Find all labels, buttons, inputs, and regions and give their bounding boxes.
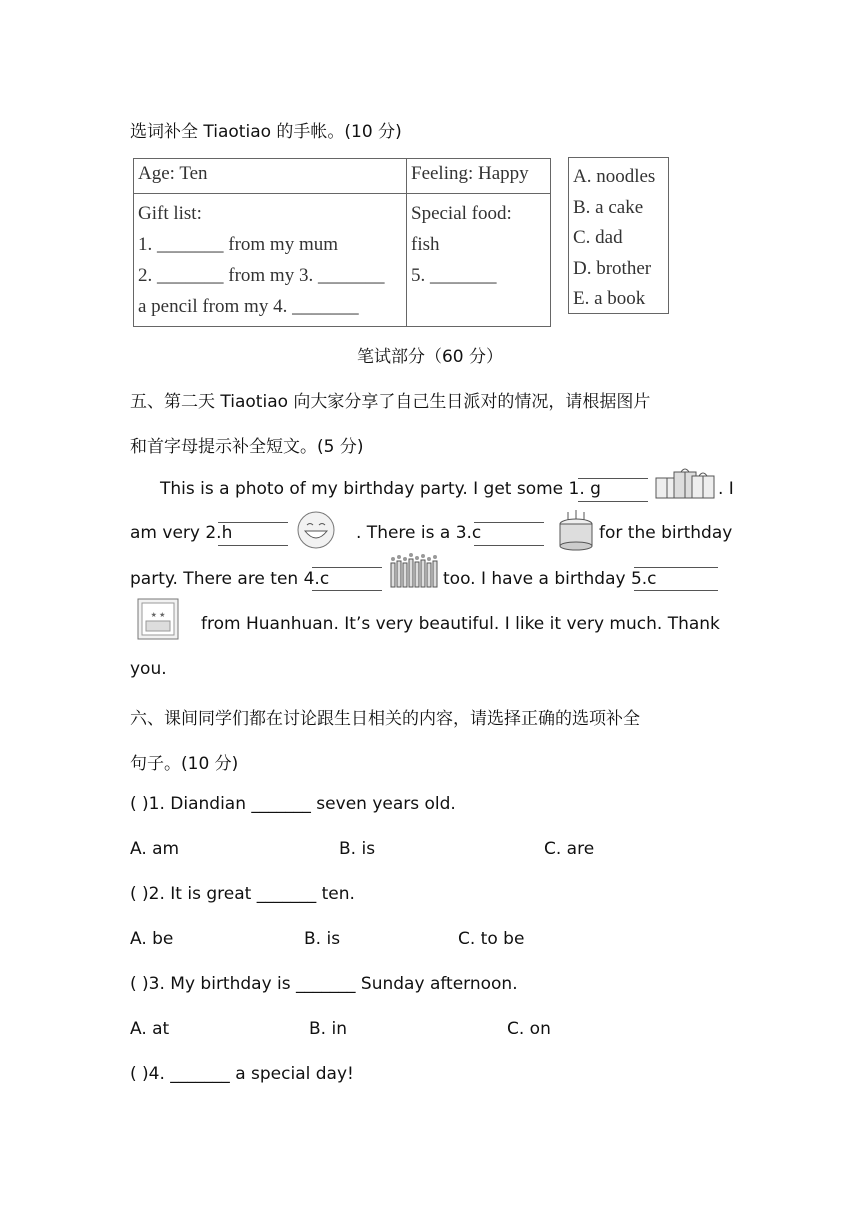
- blank-1[interactable]: [578, 478, 648, 502]
- option-d: D. brother: [573, 257, 652, 279]
- section5-instruction-line1: 五、第二天 Tiaotiao 向大家分享了自己生日派对的情况，请根据图片: [130, 392, 651, 412]
- word-options-box: [568, 157, 669, 314]
- option-a: A. noodles: [573, 166, 656, 187]
- option-e: E. a book: [573, 288, 646, 309]
- blank-3[interactable]: [474, 522, 544, 546]
- candles-image: [389, 553, 441, 589]
- question-4-stem: ( )4. _______ a special day!: [130, 1064, 354, 1084]
- question-3-stem: ( )3. My birthday is _______ Sunday afternoon.: [130, 974, 518, 994]
- passage-line2-mid: . There is a 3.c: [356, 523, 482, 543]
- gift-item-2: 2. _______ from my 3. _______: [138, 265, 385, 286]
- question-3-option-b: B. in: [309, 1019, 347, 1039]
- special-food-item-1: fish: [411, 234, 440, 255]
- option-b: B. a cake: [573, 196, 644, 218]
- question-2-option-c: C. to be: [458, 929, 525, 949]
- gift-boxes-image: [654, 466, 716, 502]
- gift-list-title: Gift list:: [138, 203, 202, 224]
- birthday-cake-image: [556, 508, 596, 552]
- blank-5[interactable]: [634, 567, 718, 591]
- passage-line1-start: This is a photo of my birthday party. I get some 1. g: [160, 479, 601, 499]
- section4-instruction: 选词补全 Tiaotiao 的手帐。(10 分): [130, 122, 402, 142]
- special-food-title: Special food:: [411, 203, 512, 224]
- birthday-card-image: [136, 597, 180, 641]
- gift-item-1: 1. _______ from my mum: [138, 234, 339, 255]
- passage-line5: you.: [130, 659, 167, 679]
- passage-line3-start: party. There are ten 4.c: [130, 569, 330, 589]
- svg-text:★ ★: ★ ★: [150, 611, 166, 619]
- question-3-option-c: C. on: [507, 1019, 551, 1039]
- section5-instruction-line2: 和首字母提示补全短文。(5 分): [130, 437, 364, 457]
- question-2-option-a: A. be: [130, 929, 174, 949]
- special-food-item-2: 5. _______: [411, 265, 497, 286]
- question-1-stem: ( )1. Diandian _______ seven years old.: [130, 794, 456, 814]
- passage-line2-start: am very 2.h: [130, 523, 233, 543]
- section6-instruction-line1: 六、课间同学们都在讨论跟生日相关的内容，请选择正确的选项补全: [130, 709, 640, 729]
- blank-4[interactable]: [312, 567, 382, 591]
- section6-instruction-line2: 句子。(10 分): [130, 754, 239, 774]
- passage-line3-mid: too. I have a birthday 5.c: [443, 569, 657, 589]
- passage-line2-end: for the birthday: [599, 523, 733, 543]
- special-food-cell: [407, 194, 551, 327]
- question-1-option-a: A. am: [130, 839, 180, 859]
- question-1-option-b: B. is: [339, 839, 376, 859]
- passage-line4: from Huanhuan. It’s very beautiful. I like it very much. Thank: [201, 614, 720, 634]
- gift-list-cell: [134, 194, 407, 327]
- passage-line1-end: . I: [718, 479, 734, 499]
- diary-table: [133, 158, 551, 327]
- blank-2[interactable]: [218, 522, 288, 546]
- smiley-face-image: [296, 510, 336, 550]
- gift-item-3: a pencil from my 4. _______: [138, 296, 359, 317]
- question-1-option-c: C. are: [544, 839, 595, 859]
- question-2-option-b: B. is: [304, 929, 341, 949]
- age-cell: Age: Ten: [134, 159, 407, 194]
- question-2-stem: ( )2. It is great _______ ten.: [130, 884, 355, 904]
- option-c: C. dad: [573, 227, 623, 248]
- feeling-cell: Feeling: Happy: [407, 159, 551, 194]
- written-part-heading: 笔试部分（60 分）: [356, 347, 504, 367]
- question-3-option-a: A. at: [130, 1019, 170, 1039]
